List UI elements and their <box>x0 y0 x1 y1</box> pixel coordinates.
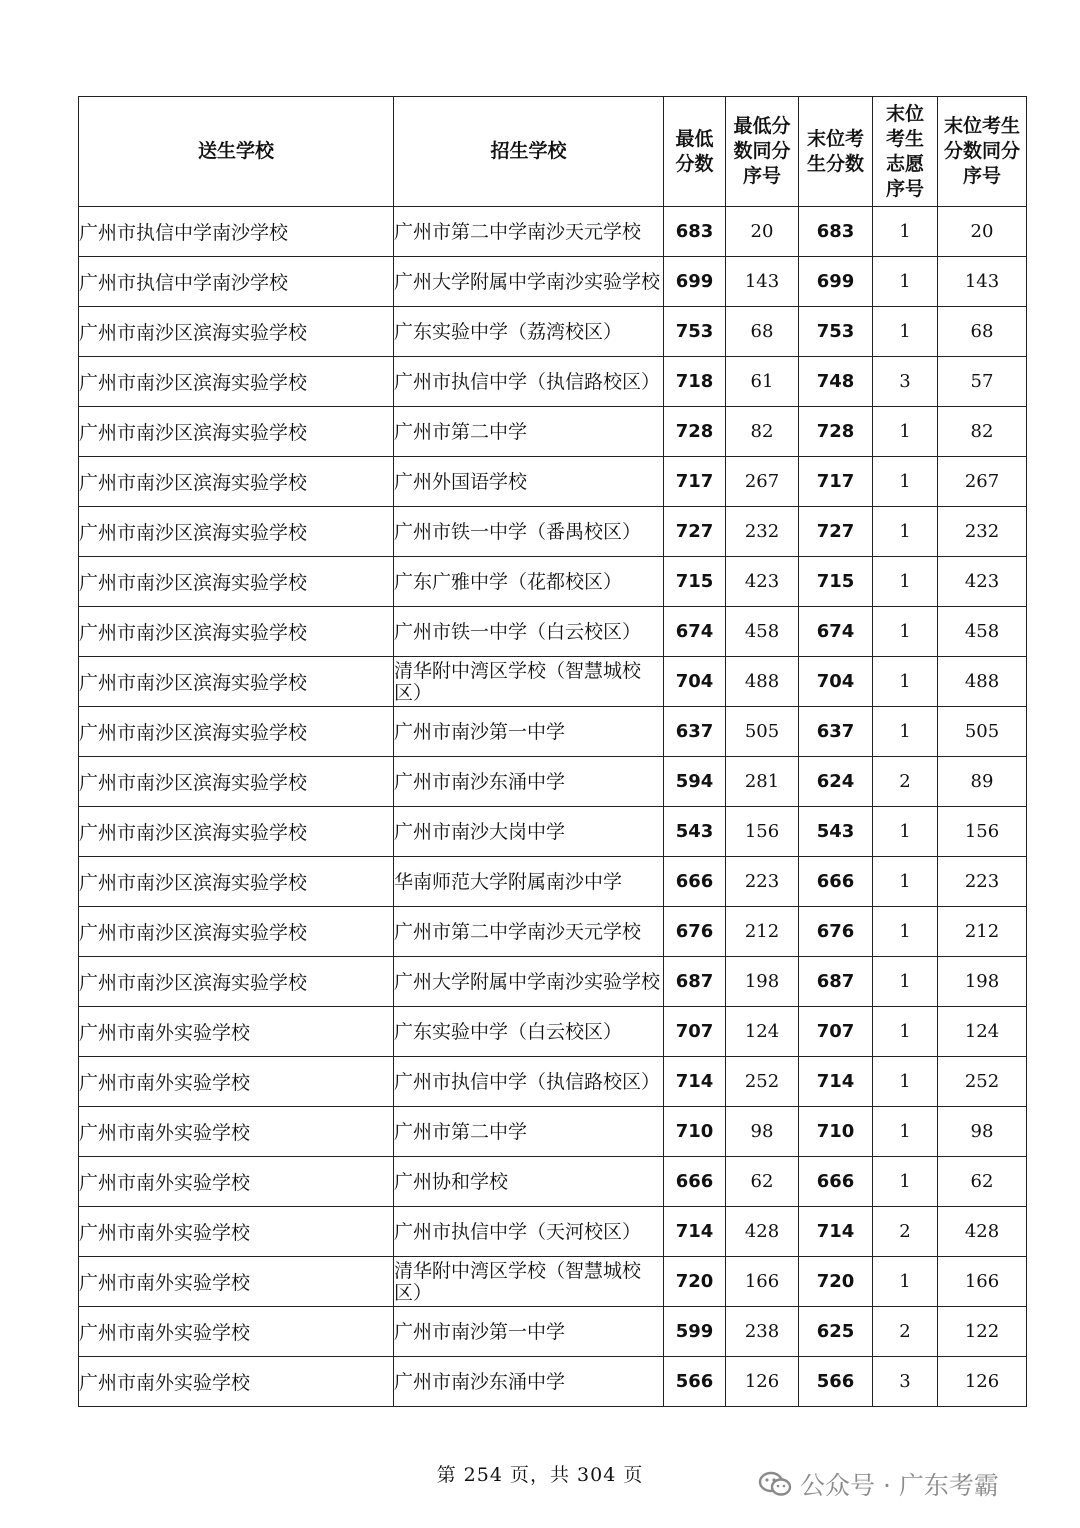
cell-last-student-score: 715 <box>799 557 873 607</box>
cell-min-score: 687 <box>664 957 726 1007</box>
cell-min-score: 714 <box>664 1207 726 1257</box>
cell-last-student-score: 714 <box>799 1207 873 1257</box>
cell-last-student-choice-rank: 2 <box>873 757 938 807</box>
cell-last-student-choice-rank: 1 <box>873 207 938 257</box>
cell-last-student-score: 666 <box>799 1157 873 1207</box>
cell-last-student-choice-rank: 1 <box>873 907 938 957</box>
cell-last-student-tie-rank: 267 <box>938 457 1027 507</box>
cell-last-student-choice-rank: 1 <box>873 1157 938 1207</box>
cell-min-score-tie-rank: 252 <box>726 1057 799 1107</box>
cell-sending-school: 广州市南沙区滨海实验学校 <box>79 857 394 907</box>
cell-sending-school: 广州市南外实验学校 <box>79 1207 394 1257</box>
cell-min-score-tie-rank: 62 <box>726 1157 799 1207</box>
cell-sending-school: 广州市南外实验学校 <box>79 1157 394 1207</box>
cell-last-student-choice-rank: 1 <box>873 707 938 757</box>
cell-last-student-tie-rank: 223 <box>938 857 1027 907</box>
admission-score-table <box>78 96 1027 1407</box>
cell-admitting-school: 广州市南沙东涌中学 <box>394 757 664 807</box>
cell-sending-school: 广州市南沙区滨海实验学校 <box>79 607 394 657</box>
table-row <box>79 757 1027 807</box>
cell-admitting-school: 广州市执信中学（天河校区） <box>394 1207 664 1257</box>
cell-min-score-tie-rank: 124 <box>726 1007 799 1057</box>
table-row <box>79 207 1027 257</box>
cell-last-student-score: 707 <box>799 1007 873 1057</box>
table-row <box>79 1307 1027 1357</box>
cell-admitting-school: 广州市南沙第一中学 <box>394 1307 664 1357</box>
cell-min-score-tie-rank: 198 <box>726 957 799 1007</box>
cell-last-student-tie-rank: 68 <box>938 307 1027 357</box>
cell-sending-school: 广州市南外实验学校 <box>79 1357 394 1407</box>
cell-min-score: 714 <box>664 1057 726 1107</box>
cell-last-student-score: 683 <box>799 207 873 257</box>
cell-min-score: 699 <box>664 257 726 307</box>
table-row <box>79 957 1027 1007</box>
cell-last-student-score: 676 <box>799 907 873 957</box>
cell-min-score: 753 <box>664 307 726 357</box>
cell-min-score: 728 <box>664 407 726 457</box>
table-row <box>79 357 1027 407</box>
cell-admitting-school: 广州市南沙大岗中学 <box>394 807 664 857</box>
cell-min-score: 718 <box>664 357 726 407</box>
cell-sending-school: 广州市南沙区滨海实验学校 <box>79 407 394 457</box>
table-row <box>79 1357 1027 1407</box>
cell-min-score: 666 <box>664 1157 726 1207</box>
header-last-student-tie-rank: 末位考生 分数同分 序号 <box>938 97 1027 207</box>
cell-last-student-score: 720 <box>799 1257 873 1307</box>
cell-last-student-choice-rank: 1 <box>873 457 938 507</box>
cell-admitting-school: 清华附中湾区学校（智慧城校区） <box>394 1257 664 1307</box>
cell-min-score-tie-rank: 166 <box>726 1257 799 1307</box>
table-row <box>79 807 1027 857</box>
cell-min-score-tie-rank: 156 <box>726 807 799 857</box>
cell-min-score-tie-rank: 126 <box>726 1357 799 1407</box>
cell-sending-school: 广州市南外实验学校 <box>79 1007 394 1057</box>
cell-last-student-tie-rank: 143 <box>938 257 1027 307</box>
cell-last-student-tie-rank: 20 <box>938 207 1027 257</box>
cell-min-score: 717 <box>664 457 726 507</box>
table-row <box>79 457 1027 507</box>
cell-admitting-school: 广州市执信中学（执信路校区） <box>394 357 664 407</box>
cell-admitting-school: 清华附中湾区学校（智慧城校区） <box>394 657 664 707</box>
cell-min-score-tie-rank: 20 <box>726 207 799 257</box>
cell-last-student-tie-rank: 458 <box>938 607 1027 657</box>
table-row <box>79 857 1027 907</box>
cell-admitting-school: 广州大学附属中学南沙实验学校 <box>394 257 664 307</box>
cell-admitting-school: 广州大学附属中学南沙实验学校 <box>394 957 664 1007</box>
cell-sending-school: 广州市南沙区滨海实验学校 <box>79 807 394 857</box>
header-last-student-choice-rank: 末位 考生 志愿 序号 <box>873 97 938 207</box>
cell-admitting-school: 广州协和学校 <box>394 1157 664 1207</box>
cell-min-score: 599 <box>664 1307 726 1357</box>
cell-last-student-choice-rank: 1 <box>873 307 938 357</box>
cell-min-score: 637 <box>664 707 726 757</box>
cell-last-student-score: 710 <box>799 1107 873 1157</box>
cell-sending-school: 广州市南外实验学校 <box>79 1257 394 1307</box>
cell-admitting-school: 广东广雅中学（花都校区） <box>394 557 664 607</box>
cell-last-student-tie-rank: 156 <box>938 807 1027 857</box>
table-row <box>79 1057 1027 1107</box>
cell-admitting-school: 广州市第二中学 <box>394 1107 664 1157</box>
header-min-score: 最低 分数 <box>664 97 726 207</box>
cell-last-student-choice-rank: 1 <box>873 657 938 707</box>
cell-last-student-choice-rank: 1 <box>873 1257 938 1307</box>
cell-admitting-school: 华南师范大学附属南沙中学 <box>394 857 664 907</box>
cell-min-score-tie-rank: 212 <box>726 907 799 957</box>
cell-min-score-tie-rank: 68 <box>726 307 799 357</box>
cell-sending-school: 广州市南沙区滨海实验学校 <box>79 457 394 507</box>
header-last-student-score: 末位考 生分数 <box>799 97 873 207</box>
cell-last-student-score: 699 <box>799 257 873 307</box>
cell-last-student-choice-rank: 1 <box>873 1007 938 1057</box>
cell-last-student-choice-rank: 2 <box>873 1307 938 1357</box>
cell-last-student-tie-rank: 98 <box>938 1107 1027 1157</box>
cell-last-student-tie-rank: 212 <box>938 907 1027 957</box>
cell-sending-school: 广州市南沙区滨海实验学校 <box>79 657 394 707</box>
table-row <box>79 1257 1027 1307</box>
cell-sending-school: 广州市南沙区滨海实验学校 <box>79 907 394 957</box>
cell-last-student-score: 717 <box>799 457 873 507</box>
cell-last-student-tie-rank: 82 <box>938 407 1027 457</box>
header-min-score-tie-rank: 最低分 数同分 序号 <box>726 97 799 207</box>
cell-min-score-tie-rank: 143 <box>726 257 799 307</box>
cell-last-student-choice-rank: 1 <box>873 957 938 1007</box>
wechat-icon <box>758 1471 792 1497</box>
cell-last-student-score: 748 <box>799 357 873 407</box>
cell-min-score-tie-rank: 458 <box>726 607 799 657</box>
cell-last-student-score: 714 <box>799 1057 873 1107</box>
page-number: 第 254 页，共 304 页 <box>436 1464 644 1486</box>
cell-last-student-choice-rank: 3 <box>873 357 938 407</box>
cell-sending-school: 广州市南沙区滨海实验学校 <box>79 507 394 557</box>
cell-last-student-score: 666 <box>799 857 873 907</box>
cell-sending-school: 广州市执信中学南沙学校 <box>79 207 394 257</box>
cell-last-student-choice-rank: 1 <box>873 607 938 657</box>
table-row <box>79 907 1027 957</box>
cell-min-score-tie-rank: 505 <box>726 707 799 757</box>
cell-sending-school: 广州市南外实验学校 <box>79 1107 394 1157</box>
table-row <box>79 1007 1027 1057</box>
table-row <box>79 1207 1027 1257</box>
cell-min-score: 676 <box>664 907 726 957</box>
table-row <box>79 407 1027 457</box>
cell-last-student-choice-rank: 1 <box>873 1107 938 1157</box>
header-sending-school: 送生学校 <box>79 97 394 207</box>
cell-last-student-tie-rank: 488 <box>938 657 1027 707</box>
watermark <box>758 1466 999 1502</box>
cell-min-score: 666 <box>664 857 726 907</box>
watermark-text: 公众号 · 广东考霸 <box>800 1471 999 1500</box>
cell-min-score: 566 <box>664 1357 726 1407</box>
cell-last-student-tie-rank: 122 <box>938 1307 1027 1357</box>
cell-last-student-score: 625 <box>799 1307 873 1357</box>
cell-last-student-score: 624 <box>799 757 873 807</box>
cell-sending-school: 广州市南沙区滨海实验学校 <box>79 307 394 357</box>
cell-admitting-school: 广州市南沙东涌中学 <box>394 1357 664 1407</box>
table-body <box>79 207 1027 1407</box>
cell-last-student-choice-rank: 1 <box>873 857 938 907</box>
cell-min-score: 674 <box>664 607 726 657</box>
cell-min-score-tie-rank: 281 <box>726 757 799 807</box>
cell-sending-school: 广州市南外实验学校 <box>79 1307 394 1357</box>
cell-last-student-score: 566 <box>799 1357 873 1407</box>
cell-last-student-score: 728 <box>799 407 873 457</box>
cell-min-score: 683 <box>664 207 726 257</box>
cell-admitting-school: 广州市铁一中学（番禺校区） <box>394 507 664 557</box>
cell-last-student-score: 637 <box>799 707 873 757</box>
cell-min-score: 727 <box>664 507 726 557</box>
cell-admitting-school: 广州外国语学校 <box>394 457 664 507</box>
table-row <box>79 507 1027 557</box>
cell-sending-school: 广州市南外实验学校 <box>79 1057 394 1107</box>
cell-min-score-tie-rank: 98 <box>726 1107 799 1157</box>
cell-sending-school: 广州市南沙区滨海实验学校 <box>79 957 394 1007</box>
cell-sending-school: 广州市南沙区滨海实验学校 <box>79 757 394 807</box>
table-row <box>79 307 1027 357</box>
cell-min-score-tie-rank: 82 <box>726 407 799 457</box>
cell-last-student-tie-rank: 124 <box>938 1007 1027 1057</box>
cell-min-score-tie-rank: 223 <box>726 857 799 907</box>
cell-sending-school: 广州市南沙区滨海实验学校 <box>79 707 394 757</box>
table-row <box>79 1157 1027 1207</box>
cell-last-student-choice-rank: 2 <box>873 1207 938 1257</box>
cell-admitting-school: 广州市铁一中学（白云校区） <box>394 607 664 657</box>
cell-last-student-tie-rank: 89 <box>938 757 1027 807</box>
cell-min-score-tie-rank: 423 <box>726 557 799 607</box>
cell-sending-school: 广州市执信中学南沙学校 <box>79 257 394 307</box>
cell-last-student-score: 674 <box>799 607 873 657</box>
cell-min-score-tie-rank: 267 <box>726 457 799 507</box>
cell-last-student-tie-rank: 126 <box>938 1357 1027 1407</box>
cell-min-score-tie-rank: 232 <box>726 507 799 557</box>
header-admitting-school: 招生学校 <box>394 97 664 207</box>
header-row <box>79 97 1027 207</box>
cell-min-score: 720 <box>664 1257 726 1307</box>
cell-last-student-score: 704 <box>799 657 873 707</box>
cell-last-student-score: 687 <box>799 957 873 1007</box>
table-row <box>79 1107 1027 1157</box>
cell-last-student-tie-rank: 57 <box>938 357 1027 407</box>
cell-admitting-school: 广东实验中学（白云校区） <box>394 1007 664 1057</box>
cell-last-student-choice-rank: 1 <box>873 257 938 307</box>
cell-min-score-tie-rank: 428 <box>726 1207 799 1257</box>
cell-admitting-school: 广州市第二中学南沙天元学校 <box>394 907 664 957</box>
cell-sending-school: 广州市南沙区滨海实验学校 <box>79 557 394 607</box>
cell-last-student-tie-rank: 428 <box>938 1207 1027 1257</box>
table-row <box>79 557 1027 607</box>
cell-min-score: 707 <box>664 1007 726 1057</box>
cell-last-student-tie-rank: 198 <box>938 957 1027 1007</box>
cell-min-score: 594 <box>664 757 726 807</box>
cell-last-student-choice-rank: 1 <box>873 557 938 607</box>
cell-last-student-tie-rank: 505 <box>938 707 1027 757</box>
cell-last-student-choice-rank: 3 <box>873 1357 938 1407</box>
cell-admitting-school: 广州市南沙第一中学 <box>394 707 664 757</box>
cell-min-score: 704 <box>664 657 726 707</box>
cell-admitting-school: 广东实验中学（荔湾校区） <box>394 307 664 357</box>
cell-last-student-score: 727 <box>799 507 873 557</box>
cell-last-student-score: 753 <box>799 307 873 357</box>
cell-min-score-tie-rank: 488 <box>726 657 799 707</box>
cell-last-student-choice-rank: 1 <box>873 807 938 857</box>
cell-min-score: 715 <box>664 557 726 607</box>
cell-last-student-tie-rank: 62 <box>938 1157 1027 1207</box>
table-row <box>79 607 1027 657</box>
cell-last-student-score: 543 <box>799 807 873 857</box>
cell-min-score: 543 <box>664 807 726 857</box>
table-row <box>79 657 1027 707</box>
cell-min-score: 710 <box>664 1107 726 1157</box>
cell-min-score-tie-rank: 61 <box>726 357 799 407</box>
cell-last-student-tie-rank: 252 <box>938 1057 1027 1107</box>
table-row <box>79 257 1027 307</box>
cell-admitting-school: 广州市第二中学 <box>394 407 664 457</box>
cell-last-student-tie-rank: 166 <box>938 1257 1027 1307</box>
table-row <box>79 707 1027 757</box>
cell-sending-school: 广州市南沙区滨海实验学校 <box>79 357 394 407</box>
cell-last-student-tie-rank: 232 <box>938 507 1027 557</box>
cell-last-student-tie-rank: 423 <box>938 557 1027 607</box>
cell-admitting-school: 广州市执信中学（执信路校区） <box>394 1057 664 1107</box>
cell-last-student-choice-rank: 1 <box>873 1057 938 1107</box>
cell-last-student-choice-rank: 1 <box>873 507 938 557</box>
cell-min-score-tie-rank: 238 <box>726 1307 799 1357</box>
cell-last-student-choice-rank: 1 <box>873 407 938 457</box>
cell-admitting-school: 广州市第二中学南沙天元学校 <box>394 207 664 257</box>
